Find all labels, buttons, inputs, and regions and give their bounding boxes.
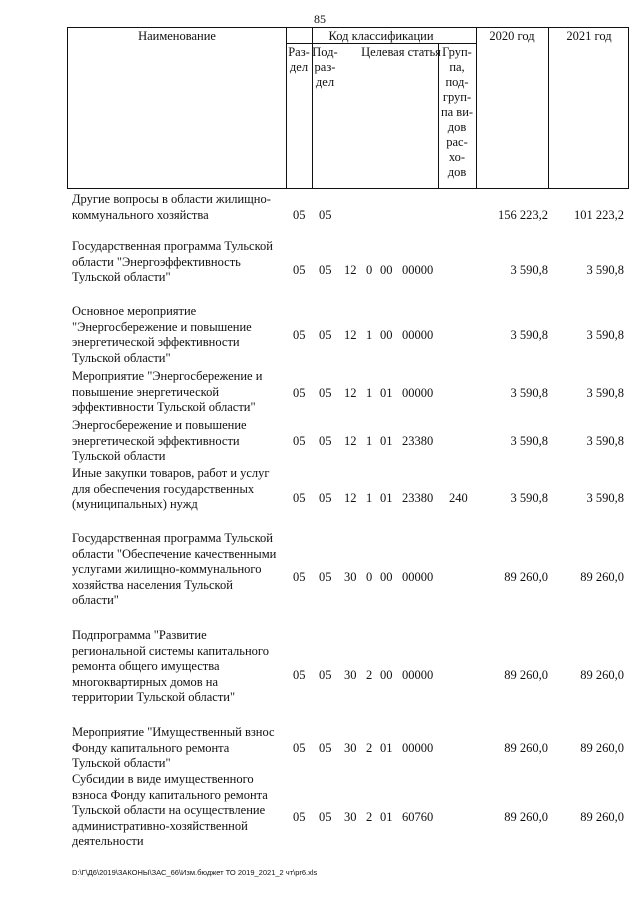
row-target-program: 12 [344, 434, 357, 448]
row-target-subprogram: 1 [366, 491, 373, 505]
row-name: Государственная программа Тульской области "Обеспечение качественными услугами жилищно-коммунального хозяйства населения Тульской области" [72, 531, 277, 607]
row-amount-2020: 3 590,8 [510, 263, 548, 277]
row-podrazdel: 05 [319, 208, 332, 222]
row-target-program: 12 [344, 263, 357, 277]
row-razdel: 05 [293, 208, 306, 222]
row-target-subprogram: 0 [366, 263, 373, 277]
row-amount-2021: 89 260,0 [580, 668, 624, 682]
row-name: Подпрограмма "Развитие региональной системы капитального ремонта общего имущества многоквартирных домов на территории Тульской области" [72, 628, 269, 704]
header-expense-group: Груп- па, под- груп- па ви- дов рас- хо- дов [440, 45, 474, 179]
page-number: 85 [314, 12, 326, 26]
row-name: Основное мероприятие "Энергосбережение и повышение энергетической эффективности Тульской области" [72, 304, 252, 365]
row-podrazdel: 05 [319, 570, 332, 584]
row-razdel: 05 [293, 263, 306, 277]
row-podrazdel: 05 [319, 668, 332, 682]
row-target-event: 00 [380, 668, 393, 682]
divider [476, 28, 477, 188]
row-amount-2021: 89 260,0 [580, 810, 624, 824]
file-path-footer: D:\Г\Д6\2019\ЗАКОНЫ\ЗАС_66\Изм.бюджет ТО 2019_2021_2 чт\pr6.xls [72, 868, 318, 877]
row-podrazdel: 05 [319, 328, 332, 342]
row-podrazdel: 05 [319, 386, 332, 400]
row-target-event: 00 [380, 570, 393, 584]
row-target-event: 00 [380, 328, 393, 342]
row-target-event: 01 [380, 741, 393, 755]
row-target-direction: 23380 [402, 434, 434, 448]
row-amount-2021: 101 223,2 [574, 208, 624, 222]
table-header [67, 27, 629, 189]
row-razdel: 05 [293, 668, 306, 682]
row-amount-2020: 89 260,0 [504, 570, 548, 584]
row-name: Субсидии в виде имущественного взноса Фонду капитального ремонта Тульской области на осуществление административно-хозяйственной деятельности [72, 772, 268, 848]
row-target-direction: 60760 [402, 810, 434, 824]
row-target-subprogram: 2 [366, 668, 373, 682]
row-amount-2021: 3 590,8 [586, 263, 624, 277]
header-subsection: Под- раз- дел [312, 45, 338, 89]
row-target-direction: 00000 [402, 741, 434, 755]
header-target-item: Целевая статья [361, 45, 441, 59]
header-year-2020: 2020 год [489, 29, 535, 43]
row-razdel: 05 [293, 810, 306, 824]
row-expense-group: 240 [449, 491, 468, 505]
divider [548, 28, 549, 188]
row-name: Мероприятие "Имущественный взнос Фонду капитального ремонта Тульской области" [72, 725, 275, 770]
row-amount-2020: 156 223,2 [498, 208, 548, 222]
row-target-direction: 00000 [402, 668, 434, 682]
row-podrazdel: 05 [319, 434, 332, 448]
row-target-direction: 00000 [402, 328, 434, 342]
row-target-program: 30 [344, 810, 357, 824]
row-podrazdel: 05 [319, 263, 332, 277]
row-target-event: 01 [380, 491, 393, 505]
row-target-subprogram: 0 [366, 570, 373, 584]
row-amount-2021: 3 590,8 [586, 328, 624, 342]
row-target-direction: 00000 [402, 570, 434, 584]
row-amount-2020: 3 590,8 [510, 491, 548, 505]
row-target-event: 01 [380, 386, 393, 400]
row-razdel: 05 [293, 328, 306, 342]
row-razdel: 05 [293, 570, 306, 584]
row-razdel: 05 [293, 386, 306, 400]
row-amount-2020: 89 260,0 [504, 668, 548, 682]
header-classification: Код классификации [328, 29, 434, 43]
row-target-event: 00 [380, 263, 393, 277]
row-razdel: 05 [293, 741, 306, 755]
row-podrazdel: 05 [319, 810, 332, 824]
row-target-program: 30 [344, 570, 357, 584]
row-target-event: 01 [380, 434, 393, 448]
row-target-subprogram: 1 [366, 386, 373, 400]
row-amount-2020: 89 260,0 [504, 810, 548, 824]
row-target-program: 12 [344, 491, 357, 505]
row-target-program: 30 [344, 668, 357, 682]
row-name: Государственная программа Тульской области "Энергоэффективность Тульской области" [72, 239, 273, 284]
row-target-program: 30 [344, 741, 357, 755]
row-target-direction: 23380 [402, 491, 434, 505]
row-target-program: 12 [344, 328, 357, 342]
row-podrazdel: 05 [319, 491, 332, 505]
row-amount-2020: 3 590,8 [510, 386, 548, 400]
row-target-direction: 00000 [402, 386, 434, 400]
row-target-direction: 00000 [402, 263, 434, 277]
header-name: Наименование [138, 29, 216, 43]
row-amount-2021: 3 590,8 [586, 386, 624, 400]
row-amount-2021: 89 260,0 [580, 570, 624, 584]
row-target-subprogram: 1 [366, 434, 373, 448]
row-name: Иные закупки товаров, работ и услуг для обеспечения государственных (муниципальных) нужд [72, 466, 270, 511]
row-name: Мероприятие "Энергосбережение и повышение энергетической эффективности Тульской области" [72, 369, 263, 414]
row-name: Энергосбережение и повышение энергетической эффективности Тульской области [72, 418, 247, 463]
row-amount-2021: 3 590,8 [586, 434, 624, 448]
row-target-subprogram: 1 [366, 328, 373, 342]
row-amount-2020: 3 590,8 [510, 328, 548, 342]
row-target-event: 01 [380, 810, 393, 824]
row-podrazdel: 05 [319, 741, 332, 755]
header-section: Раз- дел [288, 45, 310, 74]
row-razdel: 05 [293, 491, 306, 505]
row-amount-2020: 89 260,0 [504, 741, 548, 755]
row-target-subprogram: 2 [366, 810, 373, 824]
header-year-2021: 2021 год [566, 29, 612, 43]
row-target-program: 12 [344, 386, 357, 400]
row-razdel: 05 [293, 434, 306, 448]
row-target-subprogram: 2 [366, 741, 373, 755]
row-amount-2020: 3 590,8 [510, 434, 548, 448]
row-amount-2021: 89 260,0 [580, 741, 624, 755]
row-name: Другие вопросы в области жилищно- коммунального хозяйства [72, 192, 271, 222]
row-amount-2021: 3 590,8 [586, 491, 624, 505]
